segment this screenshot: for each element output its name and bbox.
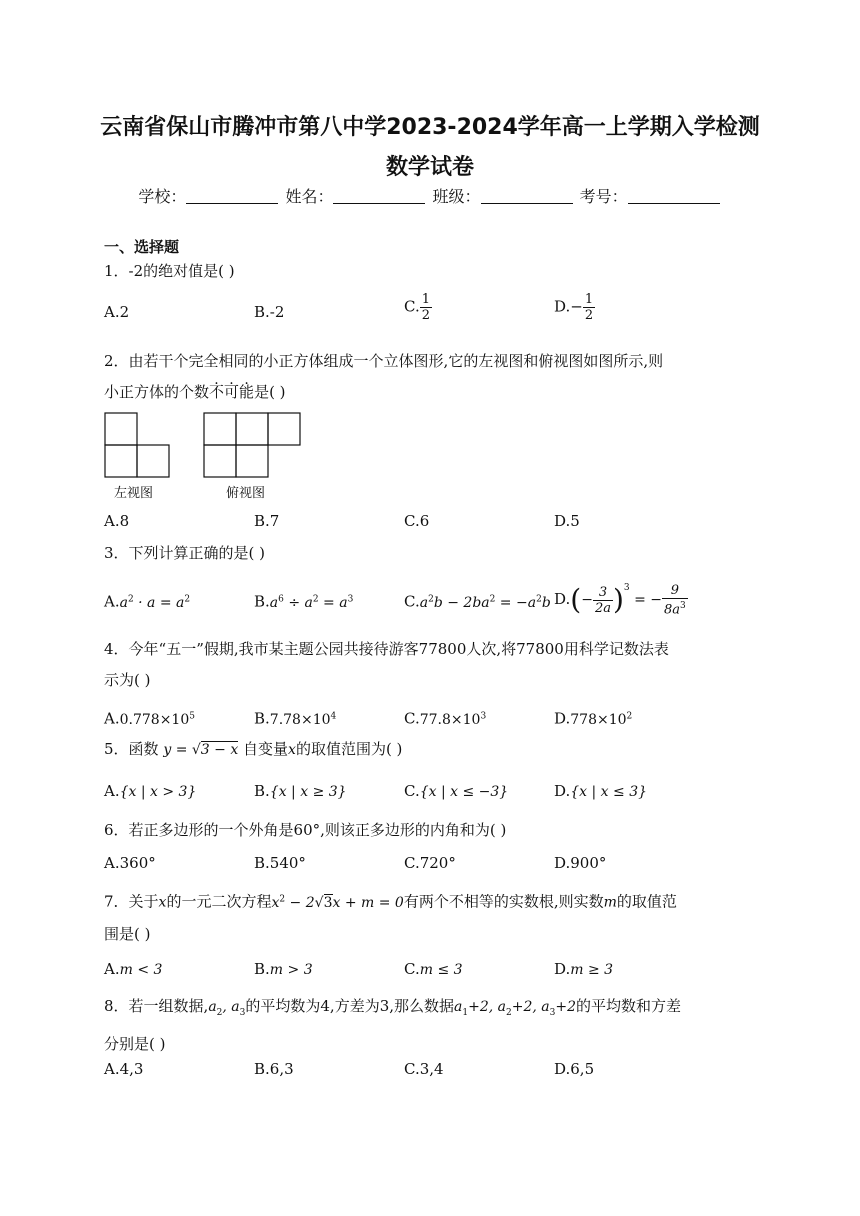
q5-option-c[interactable] [404, 781, 508, 802]
q8-data-set: $a_2$, $a_3$ [208, 999, 246, 1018]
q5-function-expr: y = √3 − x [163, 742, 239, 758]
q3-option-c[interactable] [404, 589, 551, 613]
q7-option-d-expr: m ≥ 3 [570, 962, 614, 978]
q5-option-a-expr: {x | x > 3} [119, 784, 197, 800]
q5-stem-post: 自变量 [243, 740, 289, 758]
q8-transformed-set: $a_1+2$, $a_2+2$, $a_3+2$ [454, 999, 576, 1018]
q8-stem-end: 的平均数和方差 [576, 997, 682, 1015]
q3-option-a-label: A. [104, 592, 120, 611]
q8-option-b[interactable]: B.6,3 [254, 1060, 294, 1078]
q1-option-d-fraction: $\frac{1}{2}$ [584, 292, 594, 323]
q5-option-a[interactable] [104, 781, 196, 802]
top-view-figure [204, 413, 300, 477]
student-info-row [0, 184, 860, 207]
class-label: 班级： [432, 187, 481, 206]
q7-stem-line2: 围是( ) [104, 924, 151, 943]
q6-stem-angle: 60° [293, 821, 321, 839]
q3-option-b-label: B. [254, 592, 270, 611]
q4-option-c-expr: $77.8\times 10^3$ [419, 711, 487, 728]
q6-option-c-label: C. [404, 854, 420, 872]
q6-option-b-label: B. [254, 854, 270, 872]
school-label: 学校： [138, 187, 187, 206]
q5-option-d-expr: {x | x ≤ 3} [570, 784, 648, 800]
q6-option-c-value: 720° [419, 854, 456, 872]
q3-option-d-label: D. [554, 590, 571, 608]
q3-option-a[interactable] [104, 589, 190, 613]
q1-option-c-label: C. [404, 297, 420, 316]
q4-option-a-label: A. [104, 709, 120, 728]
q1-option-d-label: D.− [554, 297, 583, 316]
q7-stem-mid: 的一元二次方程 [166, 892, 272, 911]
q5-stem-var: x [288, 742, 296, 758]
q7-stem-var: x [158, 894, 167, 911]
q5-option-c-expr: {x | x ≤ −3} [419, 784, 509, 800]
q8-option-a[interactable]: A.4,3 [104, 1060, 144, 1078]
q2-option-a[interactable]: A.8 [104, 512, 130, 530]
q6-option-c[interactable] [404, 853, 456, 873]
q5-option-b[interactable] [254, 781, 347, 802]
question-5-stem [104, 734, 774, 766]
q5-stem-end: 的取值范围为( ) [295, 740, 403, 758]
q3-option-d[interactable] [554, 578, 688, 617]
q4-option-b-expr: $7.78\times 10^4$ [269, 711, 337, 728]
q2-emphasis-char: 不 [209, 383, 225, 401]
section-heading: 一、选择题 [104, 238, 180, 256]
q2-emphasis-char: 能 [239, 383, 255, 401]
q6-option-b[interactable] [254, 853, 306, 873]
q8-option-c[interactable]: C.3,4 [404, 1060, 444, 1078]
q3-option-a-expr: $a^2 \cdot a = a^2$ [119, 594, 191, 611]
q7-option-a-expr: m < 3 [119, 962, 163, 978]
q2-option-d[interactable]: D.5 [554, 512, 580, 530]
q3-option-d-expr: (− $\frac{3}{2a}$ )$^3$ = − $\frac{9}{8a^3}$ [570, 582, 686, 618]
q7-option-a-label: A. [104, 960, 120, 978]
q7-option-c-expr: m ≤ 3 [419, 962, 463, 978]
top-view-label: 俯视图 [226, 486, 266, 501]
q3-option-b[interactable] [254, 589, 353, 613]
q1-option-d[interactable] [554, 292, 595, 323]
name-label: 姓名： [285, 187, 334, 206]
q7-option-c[interactable] [404, 959, 463, 980]
q4-option-d-expr: $778\times 10^2$ [570, 711, 633, 728]
q6-option-b-value: 540° [269, 854, 306, 872]
q6-stem-pre: 6．若正多边形的一个外角是 [104, 821, 294, 839]
q5-stem-pre: 5．函数 [104, 740, 159, 758]
question-3-stem: 3．下列计算正确的是( ) [104, 544, 266, 562]
q6-stem-post: ,则该正多边形的内角和为( ) [320, 821, 507, 839]
q7-option-d-label: D. [554, 960, 571, 978]
school-blank[interactable] [186, 187, 278, 204]
q5-option-d-label: D. [554, 782, 571, 800]
class-blank[interactable] [481, 187, 573, 204]
q3-option-b-expr: $a^6 \div a^2 = a^3$ [269, 594, 354, 611]
q1-option-c-fraction: $\frac{1}{2}$ [421, 292, 430, 323]
q8-stem-line2: 分别是( ) [104, 1034, 166, 1053]
q2-views-figure [104, 412, 304, 480]
exam-number-label: 考号： [579, 187, 628, 206]
q7-stem-post: 有两个不相等的实数根,则实数 [403, 892, 604, 911]
name-blank[interactable] [333, 187, 425, 204]
q6-option-d-value: 900° [570, 854, 607, 872]
q4-option-a[interactable] [104, 706, 195, 730]
question-8-stem [104, 991, 774, 1060]
q1-option-c[interactable] [404, 292, 432, 323]
q2-option-c[interactable]: C.6 [404, 512, 430, 530]
q7-stem-pre: 7．关于 [104, 892, 159, 911]
q3-option-c-label: C. [404, 592, 420, 611]
q1-option-a[interactable]: A.2 [104, 303, 130, 321]
q7-option-d[interactable] [554, 959, 613, 980]
q1-option-b[interactable]: B.-2 [254, 303, 285, 321]
q3-option-c-expr: $a^2b - 2ba^2 = -a^2b$ [419, 594, 551, 611]
q7-option-b[interactable] [254, 959, 313, 980]
question-6-stem [104, 815, 774, 846]
question-1-stem: 1．-2的绝对值是( ) [104, 262, 235, 280]
q8-option-d[interactable]: D.6,5 [554, 1060, 595, 1078]
q7-stem-var2: m [603, 894, 617, 911]
q6-option-d-label: D. [554, 854, 571, 872]
q7-equation: $x^2 - 2√3x + m = 0$ [271, 894, 404, 911]
q4-stem-line1: 4．今年“五一”假期,我市某主题公园共接待游客77800人次,将77800用科学记数法表 [104, 640, 669, 658]
q2-stem-line1: 2．由若干个完全相同的小正方体组成一个立体图形,它的左视图和俯视图如图所示,则 [104, 352, 664, 370]
page-title: 云南省保山市腾冲市第八中学2023-2024学年高一上学期入学检测数学试卷 [100, 115, 760, 180]
q4-option-c[interactable] [404, 706, 486, 730]
left-view-figure [105, 413, 169, 477]
question-7-stem [104, 884, 774, 950]
q7-option-a[interactable] [104, 959, 162, 980]
q7-option-b-label: B. [254, 960, 270, 978]
q2-stem-line2-post: 是( ) [254, 383, 286, 401]
q2-option-b[interactable]: B.7 [254, 512, 280, 530]
q4-option-b-label: B. [254, 709, 270, 728]
q8-stem-mid: 的平均数为4,方差为3,那么数据 [245, 997, 455, 1015]
q2-emphasis-char: 可 [224, 383, 240, 401]
q4-option-d-label: D. [554, 709, 571, 728]
q4-stem-line2: 示为( ) [104, 671, 151, 689]
q7-stem-end: 的取值范 [616, 892, 677, 911]
q4-option-d[interactable] [554, 706, 632, 730]
q6-option-a-label: A. [104, 854, 120, 872]
left-view-label: 左视图 [114, 486, 154, 501]
q4-option-b[interactable] [254, 706, 336, 730]
question-4-stem [104, 634, 774, 696]
q5-option-a-label: A. [104, 782, 120, 800]
q4-option-c-label: C. [404, 709, 420, 728]
q8-stem-pre: 8．若一组数据, [104, 997, 209, 1015]
q2-stem-line2-pre: 小正方体的个数 [104, 383, 210, 401]
q6-option-a[interactable] [104, 853, 156, 873]
q6-option-a-value: 360° [119, 854, 156, 872]
q7-option-b-expr: m > 3 [269, 962, 313, 978]
q5-option-c-label: C. [404, 782, 420, 800]
q7-option-c-label: C. [404, 960, 420, 978]
q5-option-b-expr: {x | x ≥ 3} [269, 784, 347, 800]
q5-option-b-label: B. [254, 782, 270, 800]
q6-option-d[interactable] [554, 853, 606, 873]
q4-option-a-expr: $0.778\times 10^5$ [119, 711, 195, 728]
question-2-stem [104, 346, 774, 408]
exam-number-blank[interactable] [628, 187, 720, 204]
q5-option-d[interactable] [554, 781, 647, 802]
